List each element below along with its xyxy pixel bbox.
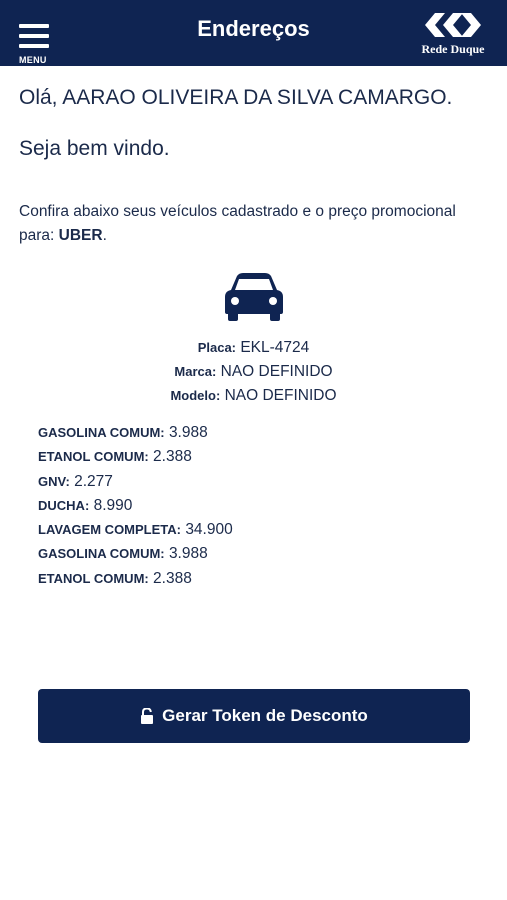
price-item	[38, 494, 233, 518]
placa-value: EKL-4724	[240, 339, 310, 356]
price-label: GNV:	[38, 473, 70, 489]
price-label: DUCHA:	[38, 497, 90, 513]
welcome-text: Seja bem vindo.	[19, 137, 170, 160]
generate-token-label: Gerar Token de Desconto	[162, 706, 368, 725]
vehicle-info	[0, 336, 507, 408]
price-item	[38, 421, 233, 445]
marca-value: NAO DEFINIDO	[220, 363, 333, 380]
vehicle-placa	[0, 336, 507, 360]
marca-label: Marca:	[174, 364, 217, 379]
price-item	[38, 567, 233, 591]
logo-icon	[423, 10, 483, 40]
price-label: GASOLINA COMUM:	[38, 425, 165, 440]
price-item	[38, 445, 233, 469]
price-label: ETANOL COMUM:	[38, 570, 149, 586]
price-value: 2.388	[153, 569, 192, 587]
placa-label: Placa:	[197, 340, 237, 355]
price-label: ETANOL COMUM:	[38, 449, 149, 465]
price-item	[38, 542, 233, 566]
car-icon	[223, 272, 285, 322]
price-label: GASOLINA COMUM:	[38, 546, 165, 562]
page-title: Endereços	[197, 16, 310, 41]
modelo-value: NAO DEFINIDO	[224, 387, 337, 404]
vehicle-modelo	[0, 384, 507, 408]
greeting-text: Olá, AARAO OLIVEIRA DA SILVA CAMARGO.	[19, 86, 453, 109]
app-header	[0, 0, 507, 66]
modelo-label: Modelo:	[170, 388, 221, 403]
intro-suffix: .	[102, 227, 107, 244]
price-label: LAVAGEM COMPLETA:	[38, 522, 181, 538]
hamburger-icon-bar	[19, 44, 49, 48]
price-value: 2.388	[153, 448, 192, 466]
intro-body: Confira abaixo seus veículos cadastrado e o preço promocional para:	[19, 203, 456, 244]
logo-text: Rede Duque	[421, 42, 485, 56]
price-item	[38, 518, 233, 542]
price-value: 3.988	[168, 424, 208, 441]
rede-duque-logo	[415, 10, 491, 58]
price-list	[38, 421, 233, 591]
intro-text	[19, 200, 494, 248]
intro-company: UBER	[58, 227, 103, 244]
price-value: 8.990	[93, 496, 133, 514]
price-value: 2.277	[74, 472, 113, 490]
vehicle-marca	[0, 360, 507, 384]
price-value: 3.988	[168, 545, 208, 563]
price-item	[38, 470, 233, 494]
price-value: 34.900	[185, 521, 233, 539]
menu-label: MENU	[19, 55, 47, 65]
lock-open-icon	[140, 708, 154, 724]
generate-token-button[interactable]	[38, 689, 470, 743]
